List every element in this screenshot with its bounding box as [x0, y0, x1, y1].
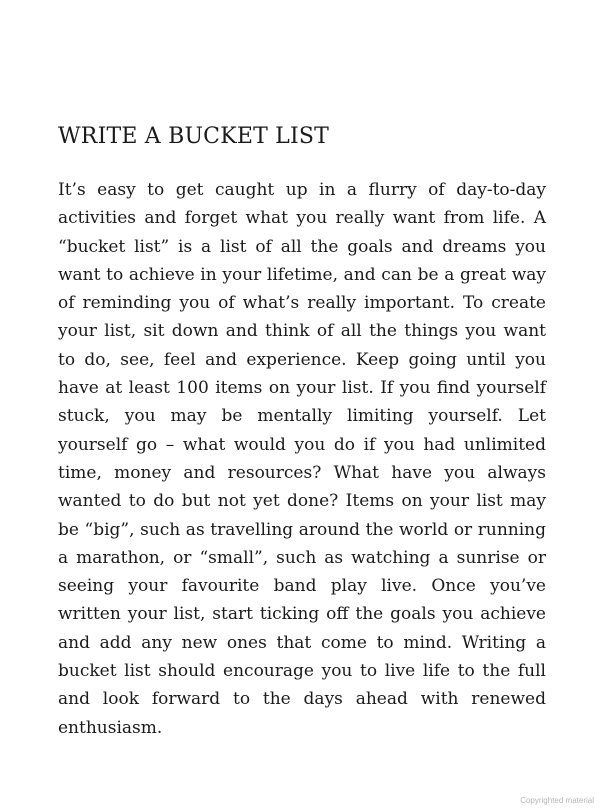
- copyright-watermark: Copyrighted material: [520, 796, 594, 805]
- body-paragraph: It’s easy to get caught up in a flurry of day-to-day activities and forget what you really want from life. A “bucket list” is a list of all the goals and dreams you want to achieve in your lifetime, and can be a great way of reminding you of what’s really important. To create your list, sit down and think of all the things you want to do, see, feel and experience. Keep going until you have at least 100 items on your list. If you find yourself stuck, you may be mentally limiting yourself. Let yourself go – what would you do if you had unlimited time, money and resources? What have you always wanted to do but not yet done? Items on your list may be “big”, such as travelling around the world or running a marathon, or “small”, such as watching a sunrise or seeing your favourite band play live. Once you’ve written your list, start ticking off the goals you achieve and add any new ones that come to mind. Writing a bucket list should encourage you to live life to the full and look forward to the days ahead with renewed enthusiasm.: [58, 180, 546, 738]
- page-title: WRITE A BUCKET LIST: [58, 124, 330, 149]
